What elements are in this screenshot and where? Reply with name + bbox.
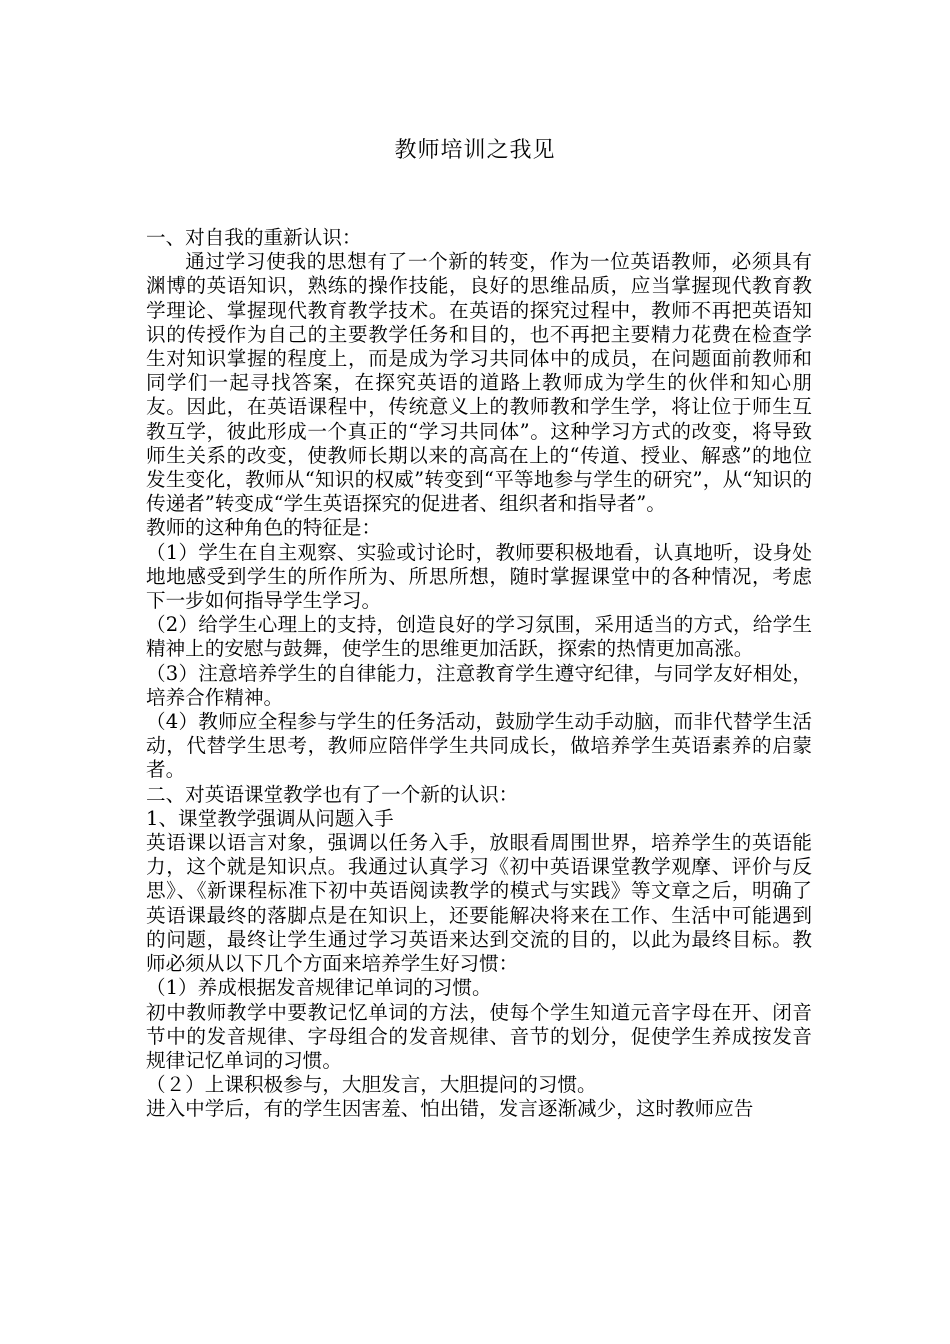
body-paragraph: 英语课以语言对象，强调以任务入手，放眼看周围世界，培养学生的英语能力，这个就是知识点。我通过认真学习《初中英语课堂教学观摩、评价与反思》、《新课程标准下初中英语阅读教学的模式与实践》等文章之后，明确了英语课最终的落脚点是在知识上，还要能解决将来在工作、生活中可能遇到的问题，最终让学生通过学习英语来达到交流的目的，以此为最终目标。教师必须从以下几个方面来培养学生好习惯：: [146, 831, 812, 976]
document-body: [146, 226, 812, 1122]
subsection-heading: 1、课堂教学强调从问题入手: [146, 806, 394, 830]
list-item: （1）养成根据发音规律记单词的习惯。: [146, 976, 492, 1000]
body-paragraph: 初中教师教学中要教记忆单词的方法，使每个学生知道元音字母在开、闭音节中的发音规律、字母组合的发音规律、音节的划分，促使学生养成按发音规律记忆单词的习惯。: [146, 1000, 812, 1072]
list-item: （２）上课积极参与，大胆发言，大胆提问的习惯。: [146, 1073, 597, 1097]
body-paragraph: 进入中学后，有的学生因害羞、怕出错，发言逐渐减少，这时教师应告: [146, 1097, 754, 1121]
body-paragraph: 通过学习使我的思想有了一个新的转变，作为一位英语教师，必须具有渊博的英语知识，熟练的操作技能，良好的思维品质，应当掌握现代教育教学理论、掌握现代教育教学技术。在英语的探究过程中，教师不再把英语知识的传授作为自己的主要教学任务和目的，也不再把主要精力花费在检查学生对知识掌握的程度上，而是成为学习共同体中的成员，在问题面前教师和同学们一起寻找答案，在探究英语的道路上教师成为学生的伙伴和知心朋友。因此，在英语课程中，传统意义上的教师教和学生学，将让位于师生互教互学，彼此形成一个真正的“学习共同体”。这种学习方式的改变，将导致师生关系的改变，使教师长期以来的高高在上的“传道、授业、解惑”的地位发生变化，教师从“知识的权威”转变到“平等地参与学生的研究”，从“知识的传递者”转变成“学生英语探究的促进者、组织者和指导者”。: [146, 250, 812, 516]
section-heading-self-recognition: 一、对自我的重新认识：: [146, 226, 362, 249]
document-title: 教师培训之我见: [394, 138, 556, 163]
section-heading-classroom-teaching: 二、对英语课堂教学也有了一个新的认识：: [146, 782, 519, 806]
body-paragraph: 教师的这种角色的特征是：: [146, 516, 382, 540]
list-item: （2）给学生心理上的支持，创造良好的学习氛围，采用适当的方式，给学生精神上的安慰与鼓舞，使学生的思维更加活跃，探索的热情更加高涨。: [146, 613, 812, 661]
list-item: （4）教师应全程参与学生的任务活动，鼓励学生动手动脑，而非代替学生活动，代替学生思考，教师应陪伴学生共同成长，做培养学生英语素养的启蒙者。: [146, 710, 812, 782]
list-item: （1）学生在自主观察、实验或讨论时，教师要积极地看，认真地听，设身处地地感受到学生的所作所为、所思所想，随时掌握课堂中的各种情况，考虑下一步如何指导学生学习。: [146, 540, 812, 613]
list-item: （3）注意培养学生的自律能力，注意教育学生遵守纪律，与同学友好相处，培养合作精神。: [146, 661, 812, 709]
